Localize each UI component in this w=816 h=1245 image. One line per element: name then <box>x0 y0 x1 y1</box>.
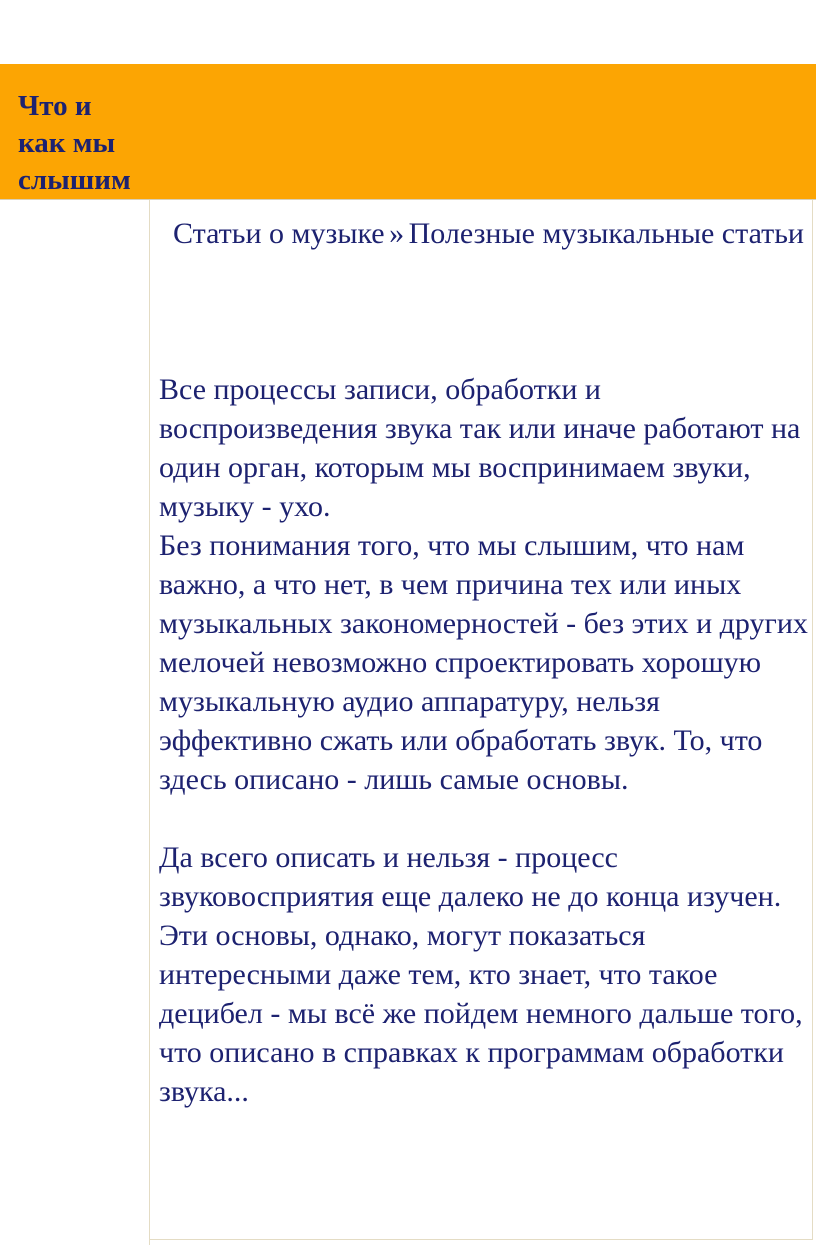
breadcrumb-separator: » <box>389 217 405 250</box>
breadcrumb-link-useful-articles[interactable]: Полезные музыкальные статьи <box>408 217 804 250</box>
header-band <box>0 64 816 200</box>
article-body <box>159 370 809 1111</box>
page-title-line-2: как мы <box>18 127 116 159</box>
page-title <box>18 88 158 199</box>
article-paragraph-2: Без понимания того, что мы слышим, что нам важно, а что нет, в чем причина тех или иных музыкальных закономерностей - без этих и других мелочей невозможно спроектировать хорошую музыкальную аудио аппаратуру, нельзя эффективно сжать или обработать звук. То, что здесь описано - лишь самые основы. <box>159 529 808 796</box>
left-column <box>0 200 150 1245</box>
page-title-line-3: слышим <box>18 164 131 196</box>
breadcrumb-link-articles[interactable]: Статьи о музыке <box>173 217 385 250</box>
content-cell <box>150 200 813 1240</box>
article-paragraph-1: Все процессы записи, обработки и воспроизведения звука так или иначе работают на один орган, которым мы воспринимаем звуки, музыку - ухо. <box>159 373 801 523</box>
article-paragraph-3: Да всего описать и нельзя - процесс звуковосприятия еще далеко не до конца изучен. Эти основы, однако, могут показаться интересными даже тем, кто знает, что такое децибел - мы всё же пойдем немного дальше того, что описано в справках к программам обработки звука... <box>159 841 803 1108</box>
breadcrumb <box>154 214 804 253</box>
page-title-line-1: Что и <box>18 90 92 122</box>
